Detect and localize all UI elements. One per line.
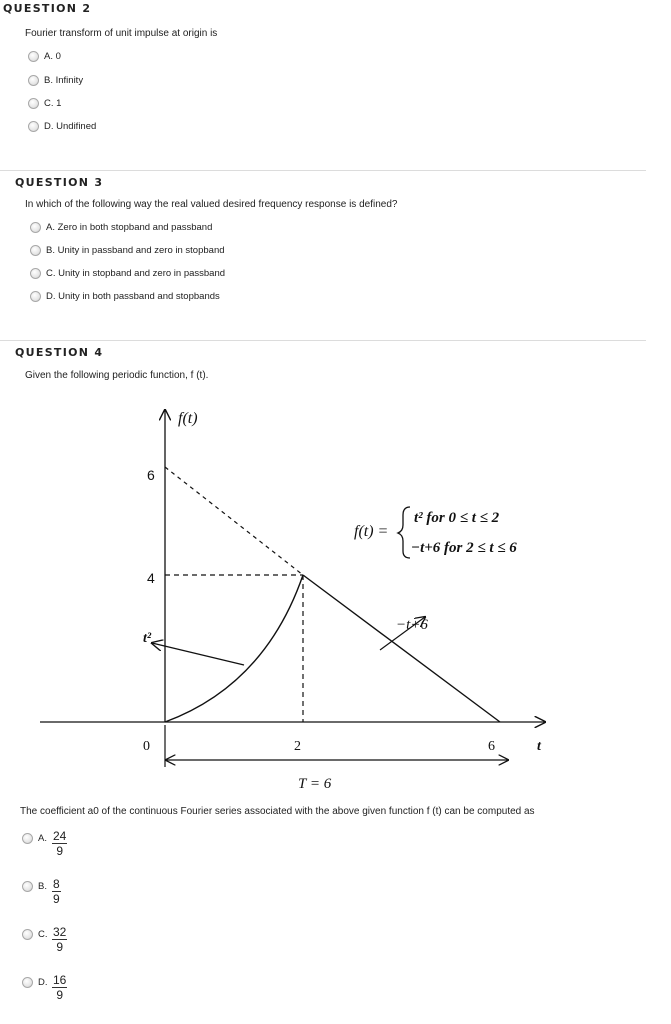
question-2-header: QUESTION 2: [3, 2, 92, 15]
option-label: A. Zero in both stopband and passband: [46, 222, 213, 233]
q2-option-d[interactable]: [28, 121, 96, 132]
radio-button[interactable]: [30, 291, 41, 302]
brace: [398, 507, 410, 558]
q4-option-a[interactable]: [22, 833, 47, 844]
x-tick-0: 0: [143, 739, 150, 754]
question-3-text: In which of the following way the real valued desired frequency response is defined?: [25, 199, 398, 210]
radio-button[interactable]: [30, 268, 41, 279]
radio-button[interactable]: [28, 51, 39, 62]
fraction-numerator: 24: [53, 829, 67, 843]
option-label: C. 1: [44, 98, 62, 109]
option-letter: C.: [38, 929, 48, 940]
radio-button[interactable]: [22, 833, 33, 844]
x-tick-2: 2: [294, 739, 301, 754]
q4-option-a-fraction: [52, 829, 67, 858]
q3-option-a[interactable]: [30, 222, 212, 233]
option-letter: D.: [38, 977, 48, 988]
radio-button[interactable]: [28, 75, 39, 86]
parabola-label: t²: [143, 631, 152, 646]
x-axis-label: t: [537, 739, 541, 754]
option-letter: A.: [38, 833, 47, 844]
fraction-numerator: 32: [53, 925, 67, 939]
dashed-extension-line: [165, 467, 303, 575]
q4-option-c-fraction: [52, 925, 67, 954]
fraction-denominator: 9: [56, 844, 64, 858]
question-4-subtext: The coefficient a0 of the continuous Fourier series associated with the above given function f (t) can be computed as: [20, 806, 535, 817]
q2-option-b[interactable]: [28, 75, 83, 86]
q4-option-d[interactable]: [22, 977, 48, 988]
option-label: B. Infinity: [44, 75, 84, 86]
definition-case-2: −t+6 for 2 ≤ t ≤ 6: [411, 540, 517, 556]
x-tick-6: 6: [488, 739, 495, 754]
parabola-piece: [165, 575, 303, 722]
option-letter: B.: [38, 881, 47, 892]
fraction-denominator: 9: [56, 940, 64, 954]
y-tick-4: 4: [147, 570, 155, 586]
fraction-denominator: 9: [56, 988, 64, 1002]
definition-case-1: t² for 0 ≤ t ≤ 2: [414, 510, 500, 526]
q3-option-c[interactable]: [30, 268, 225, 279]
periodic-function-figure: [0, 395, 671, 795]
parabola-pointer-arrow: [152, 643, 244, 665]
radio-button[interactable]: [22, 881, 33, 892]
y-axis-label: f(t): [178, 410, 198, 427]
radio-button[interactable]: [30, 222, 41, 233]
definition-lhs: f(t) =: [354, 523, 389, 540]
radio-button[interactable]: [22, 977, 33, 988]
option-label: C. Unity in stopband and zero in passband: [46, 268, 226, 279]
q3-option-b[interactable]: [30, 245, 225, 256]
option-label: B. Unity in passband and zero in stopband: [46, 245, 225, 256]
q3-option-d[interactable]: [30, 291, 220, 302]
section-divider: [0, 340, 646, 341]
linear-label: −t+6: [396, 617, 428, 633]
q4-option-b[interactable]: [22, 881, 47, 892]
question-4-header: QUESTION 4: [15, 346, 104, 359]
q4-option-d-fraction: [52, 973, 67, 1002]
fraction-numerator: 16: [53, 973, 67, 987]
question-3-header: QUESTION 3: [15, 176, 104, 189]
fraction-numerator: 8: [53, 877, 60, 891]
section-divider: [0, 170, 646, 171]
option-label: A. 0: [44, 51, 61, 62]
q4-option-b-fraction: [52, 877, 61, 906]
radio-button[interactable]: [28, 121, 39, 132]
radio-button[interactable]: [22, 929, 33, 940]
option-label: D. Undifined: [44, 121, 97, 132]
q2-option-c[interactable]: [28, 98, 61, 109]
radio-button[interactable]: [28, 98, 39, 109]
y-tick-6: 6: [147, 467, 155, 483]
question-4-text: Given the following periodic function, f (t).: [25, 370, 209, 381]
option-label: D. Unity in both passband and stopbands: [46, 291, 220, 302]
period-label: T = 6: [298, 776, 332, 792]
fraction-denominator: 9: [53, 892, 60, 906]
linear-piece: [303, 575, 500, 722]
q2-option-a[interactable]: [28, 51, 61, 62]
q4-option-c[interactable]: [22, 929, 48, 940]
radio-button[interactable]: [30, 245, 41, 256]
question-2-text: Fourier transform of unit impulse at origin is: [25, 28, 218, 39]
